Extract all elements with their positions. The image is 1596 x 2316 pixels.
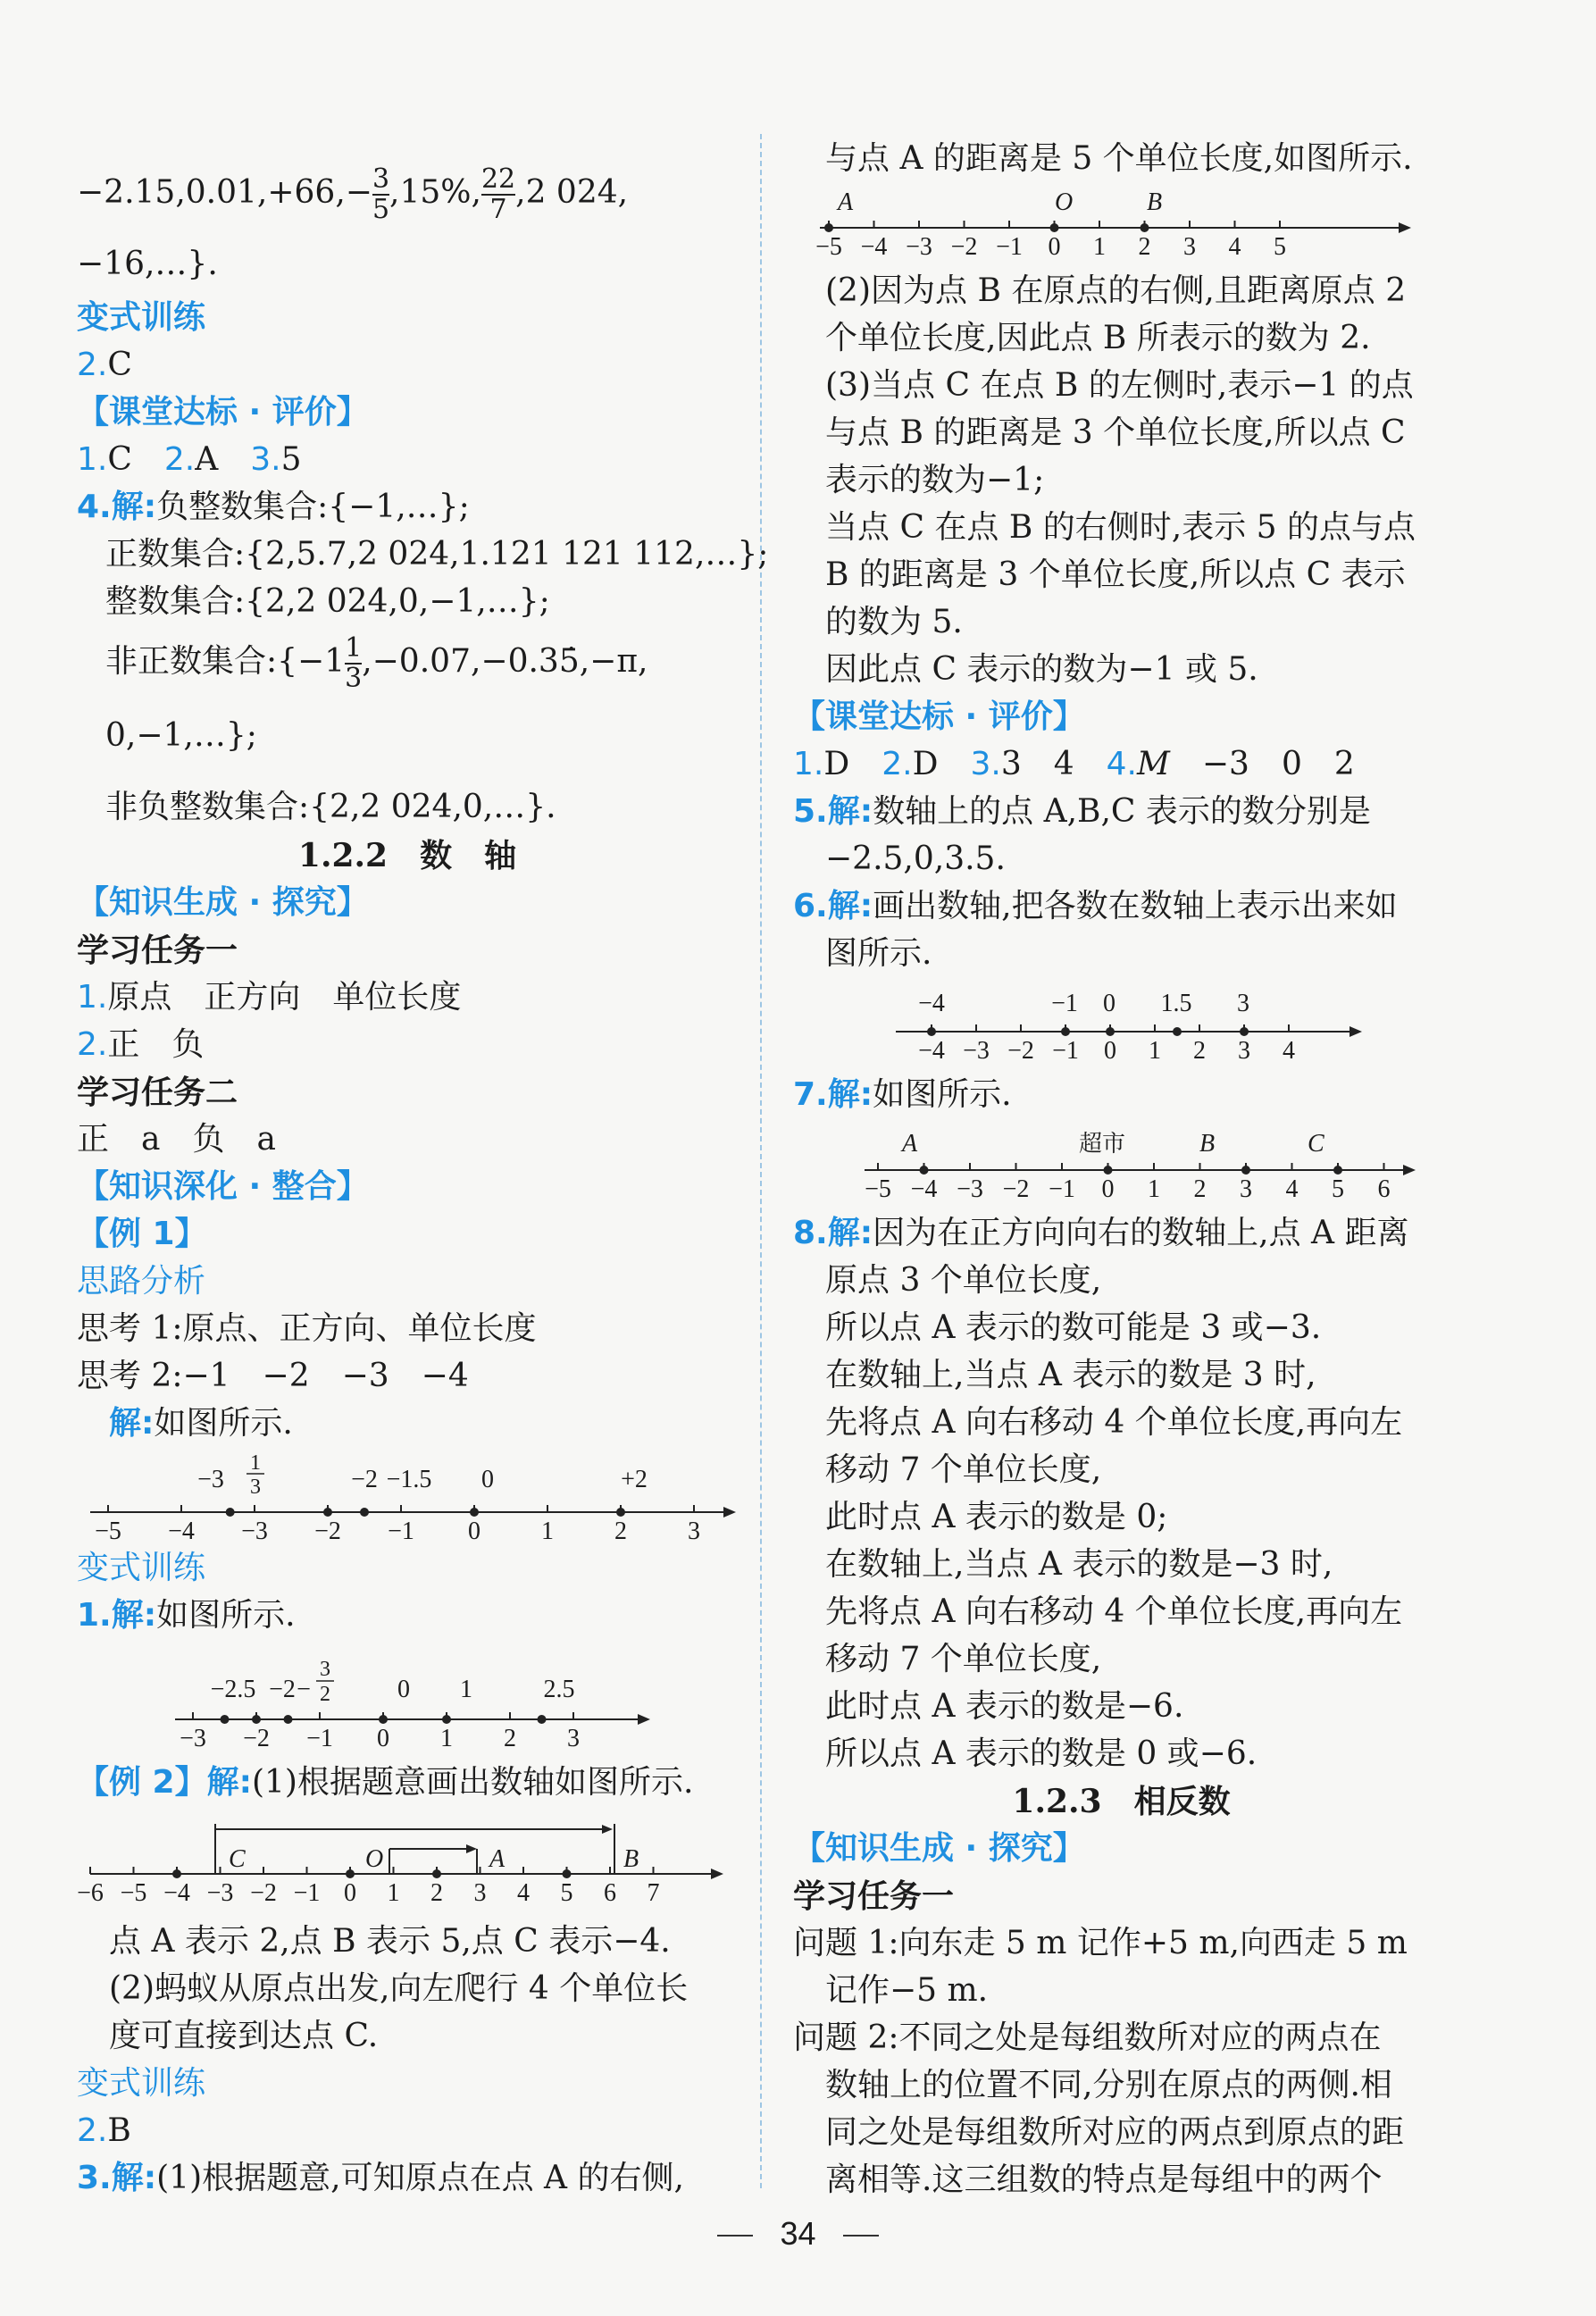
bianshi3-heading: 变式训练 xyxy=(77,2065,206,2102)
column-divider xyxy=(760,134,762,2188)
ex1-solution: 解:如图所示. xyxy=(109,1405,293,1442)
q4-line-a: 4.解:负整数集合:{−1,…}; xyxy=(77,489,470,525)
point-dot xyxy=(538,1715,547,1724)
tick-label: 4 xyxy=(1283,1037,1295,1065)
r-line-1: 与点 A 的距离是 5 个单位长度,如图所示. xyxy=(825,140,1413,177)
point-dot xyxy=(432,1869,441,1878)
r-line-5: 与点 B 的距离是 3 个单位长度,所以点 C xyxy=(825,414,1406,451)
tick-label: −2 xyxy=(250,1879,277,1907)
b1-label-e: 1 xyxy=(460,1676,472,1703)
point-dot xyxy=(172,1869,181,1878)
tick-label: 0 xyxy=(468,1518,480,1545)
tick-label: −3 xyxy=(957,1175,983,1203)
tick-label: −4 xyxy=(163,1879,190,1907)
silu-heading: 思路分析 xyxy=(77,1263,206,1300)
page-number: 34 xyxy=(0,2215,1596,2253)
q8-line-j: 移动 7 个单位长度, xyxy=(825,1641,1102,1677)
q8-line-a: 8.解:因为在正方向向右的数轴上,点 A 距离 xyxy=(793,1215,1409,1251)
q7-line: 7.解:如图所示. xyxy=(793,1076,1012,1113)
tick-label: 4 xyxy=(1228,233,1241,261)
svg-text:3: 3 xyxy=(320,1658,330,1681)
task1-item1: 1.原点 正方向 单位长度 xyxy=(77,979,462,1016)
q6-label-e: 3 xyxy=(1237,990,1249,1017)
task1-item2: 2.正 负 xyxy=(77,1026,205,1063)
svg-text:1: 1 xyxy=(250,1451,261,1475)
set-line-1: −2.15,0.01,+66,− $\frac{3}{5}$ ,15%, $\frac{22}{7}$ ,2 024, xyxy=(77,163,629,225)
tick-label: 1 xyxy=(440,1725,453,1752)
tick-label: −1 xyxy=(1052,1037,1079,1065)
ex1-label-c: −1.5 xyxy=(386,1466,432,1493)
tick-label: −6 xyxy=(77,1879,104,1907)
point-dot xyxy=(1240,1027,1249,1036)
w2-line-c: 同之处是每组数所对应的两点到原点的距 xyxy=(825,2114,1405,2151)
q8-line-b: 原点 3 个单位长度, xyxy=(825,1262,1102,1299)
task2-heading: 学习任务二 xyxy=(77,1074,238,1111)
tick-label: 0 xyxy=(1101,1175,1115,1203)
q5-line-a: 5.解:数轴上的点 A,B,C 表示的数分别是 xyxy=(793,793,1371,830)
q8-line-i: 先将点 A 向右移动 4 个单位长度,再向左 xyxy=(825,1593,1403,1630)
section-title-122: 1.2.2 数 轴 xyxy=(297,837,517,874)
task2-answer: 正 a 负 a xyxy=(77,1121,276,1158)
sikao1: 思考 1:原点、正方向、单位长度 xyxy=(77,1310,537,1347)
tick-label: −3 xyxy=(963,1037,990,1065)
tick-label: −5 xyxy=(95,1518,121,1545)
q8-line-c: 所以点 A 表示的数可能是 3 或−3. xyxy=(825,1309,1322,1346)
tick-label: 2 xyxy=(430,1879,443,1907)
ex2-line-c: (2)蚂蚁从原点出发,向左爬行 4 个单位长 xyxy=(109,1970,689,2007)
tick-label: 1 xyxy=(1149,1037,1161,1065)
tick-label: 2 xyxy=(1193,1037,1206,1065)
tick-label: −1 xyxy=(293,1879,321,1907)
point-dot xyxy=(284,1715,293,1724)
q6-label-d: 1.5 xyxy=(1160,990,1192,1017)
tick-label: −1 xyxy=(388,1518,414,1545)
point-dot xyxy=(1141,223,1149,232)
q4-line-e: 0,−1,…}; xyxy=(105,717,257,754)
answers-1-3: 1.C 2.A 3.5 xyxy=(77,441,302,478)
point-dot xyxy=(1050,223,1059,232)
r-ketang-heading: 【课堂达标 · 评价】 xyxy=(793,698,1085,735)
tick-label: 3 xyxy=(567,1725,580,1752)
w1-line-b: 记作−5 m. xyxy=(825,1972,989,2009)
r-line-8: B 的距离是 3 个单位长度,所以点 C 表示 xyxy=(825,556,1406,593)
shenhua-heading: 【知识深化 · 整合】 xyxy=(77,1168,369,1205)
tick-label: −3 xyxy=(906,233,932,261)
point-dot xyxy=(920,1166,929,1175)
q7-label-b: B xyxy=(1199,1130,1216,1158)
point-dot xyxy=(824,223,833,232)
tick-label: 5 xyxy=(560,1879,573,1907)
tick-label: −4 xyxy=(168,1518,195,1545)
tick-label: 5 xyxy=(1274,233,1286,261)
ex1-label-e: +2 xyxy=(621,1466,648,1493)
point-dot xyxy=(1061,1027,1070,1036)
point-dot xyxy=(221,1715,230,1724)
r-line-4: (3)当点 C 在点 B 的左侧时,表示−1 的点 xyxy=(825,367,1414,404)
point-dot xyxy=(927,1027,936,1036)
q6-number-line xyxy=(896,982,1378,1072)
tick-label: −3 xyxy=(180,1725,206,1752)
svg-text:3: 3 xyxy=(250,1476,261,1499)
example1-heading: 【例 1】 xyxy=(77,1216,207,1252)
point-dot xyxy=(252,1715,261,1724)
tick-label: 1 xyxy=(1093,233,1106,261)
b1-label-b: −2 xyxy=(269,1676,296,1703)
tick-label: 4 xyxy=(1285,1175,1299,1203)
point-dot xyxy=(470,1508,479,1517)
tick-label: 0 xyxy=(1048,233,1061,261)
ex2-label-c: C xyxy=(229,1845,246,1873)
tick-label: 3 xyxy=(473,1879,487,1907)
r-line-9: 的数为 5. xyxy=(825,604,963,640)
r-line-6: 表示的数为−1; xyxy=(825,462,1045,498)
q7-label-a: A xyxy=(902,1130,918,1158)
ex1-label-a: −3 xyxy=(197,1466,224,1493)
tick-label: −1 xyxy=(1049,1175,1075,1203)
ex2-number-line xyxy=(77,1813,738,1916)
q7-number-line xyxy=(865,1121,1400,1210)
r-line-7: 当点 C 在点 B 的右侧时,表示 5 的点与点 xyxy=(825,509,1416,546)
tick-label: 3 xyxy=(688,1518,700,1545)
tick-label: 0 xyxy=(377,1725,389,1752)
w1-line-a: 问题 1:向东走 5 m 记作+5 m,向西走 5 m xyxy=(793,1925,1408,1961)
rt-label-a: A xyxy=(838,188,854,216)
ex2-line-d: 度可直接到达点 C. xyxy=(109,2018,379,2054)
r-line-2: (2)因为点 B 在原点的右侧,且距离原点 2 xyxy=(825,272,1407,309)
q6-line-b: 图所示. xyxy=(825,935,932,972)
task1-heading: 学习任务一 xyxy=(77,932,238,969)
point-dot xyxy=(1106,1027,1115,1036)
point-dot xyxy=(1104,1166,1113,1175)
r-line-3: 个单位长度,因此点 B 所表示的数为 2. xyxy=(825,320,1371,356)
zhishi-heading: 【知识生成 · 探究】 xyxy=(77,884,369,921)
tick-label: −4 xyxy=(918,1037,945,1065)
point-dot xyxy=(1333,1166,1342,1175)
tick-label: −2 xyxy=(314,1518,341,1545)
tick-label: 6 xyxy=(604,1879,616,1907)
b1-label-f: 2.5 xyxy=(543,1676,575,1703)
point-dot xyxy=(379,1715,388,1724)
tick-label: −3 xyxy=(206,1879,234,1907)
tick-label: 6 xyxy=(1377,1175,1391,1203)
ex1-label-d: 0 xyxy=(481,1466,494,1493)
b1-label-d: 0 xyxy=(397,1676,410,1703)
tick-label: 3 xyxy=(1238,1037,1250,1065)
bianshi2-heading: 变式训练 xyxy=(77,1550,206,1586)
tick-label: −5 xyxy=(815,233,842,261)
q4-line-d: 非正数集合:{−1 $\frac{1}{3}$ ,−0.07,−0.35̇,−π, xyxy=(105,632,648,694)
q8-line-d: 在数轴上,当点 A 表示的数是 3 时, xyxy=(825,1357,1316,1393)
right-top-number-line xyxy=(815,183,1463,263)
point-dot xyxy=(323,1508,332,1517)
q4-line-b: 正数集合:{2,5.7,2 024,1.121 121 112,…}; xyxy=(105,536,769,573)
section-title-123: 1.2.3 相反数 xyxy=(1012,1783,1231,1820)
tick-label: 4 xyxy=(517,1879,530,1907)
tick-label: 1 xyxy=(541,1518,554,1545)
ex2-line-b: 点 A 表示 2,点 B 表示 5,点 C 表示−4. xyxy=(109,1923,671,1960)
ex1-label-b: −2 xyxy=(351,1466,378,1493)
w2-line-a: 问题 2:不同之处是每组数所对应的两点在 xyxy=(793,2019,1382,2056)
tick-label: −2 xyxy=(1002,1175,1030,1203)
q6-label-a: −4 xyxy=(918,990,945,1017)
q4-label: 4.解: xyxy=(77,489,157,525)
tick-label: −5 xyxy=(120,1879,147,1907)
point-dot xyxy=(360,1508,369,1517)
q5-line-b: −2.5,0,3.5. xyxy=(825,840,1006,877)
point-dot xyxy=(1173,1027,1182,1036)
point-dot xyxy=(616,1508,625,1517)
tick-label: −2 xyxy=(950,233,978,261)
q6-label-c: 0 xyxy=(1103,990,1116,1017)
tick-label: 2 xyxy=(1138,233,1151,261)
tick-label: 0 xyxy=(1104,1037,1116,1065)
ketang-heading: 【课堂达标 · 评价】 xyxy=(77,394,369,431)
tick-label: 2 xyxy=(504,1725,516,1752)
tick-label: −1 xyxy=(996,233,1023,261)
rt-label-o: O xyxy=(1055,188,1074,216)
tick-label: −2 xyxy=(1007,1037,1034,1065)
answer-2c: 2.C xyxy=(77,347,132,383)
svg-text:−: − xyxy=(297,1676,311,1703)
q7-label-c: C xyxy=(1308,1130,1324,1158)
q7-label-market: 超市 xyxy=(1079,1131,1126,1158)
answer-2b: 2.B xyxy=(77,2112,131,2149)
r-zhishi-heading: 【知识生成 · 探究】 xyxy=(793,1830,1085,1867)
tick-label: 3 xyxy=(1183,233,1196,261)
tick-label: −4 xyxy=(860,233,888,261)
w2-line-b: 数轴上的位置不同,分别在原点的两侧.相 xyxy=(825,2067,1392,2103)
b1-label-a: −2.5 xyxy=(210,1676,256,1703)
point-dot xyxy=(226,1508,235,1517)
q4-line-f: 非负整数集合:{2,2 024,0,…}. xyxy=(105,789,556,825)
q8-line-g: 此时点 A 表示的数是 0; xyxy=(825,1499,1168,1535)
ex2-label-o: O xyxy=(365,1845,384,1873)
q8-line-f: 移动 7 个单位长度, xyxy=(825,1451,1102,1488)
tick-label: 3 xyxy=(1240,1175,1252,1203)
r-task1-heading: 学习任务一 xyxy=(793,1877,955,1915)
bianshi-heading: 变式训练 xyxy=(77,299,206,336)
tick-label: −3 xyxy=(241,1518,268,1545)
point-dot xyxy=(442,1715,451,1724)
tick-label: 1 xyxy=(1148,1175,1160,1203)
set-line-2: −16,…}. xyxy=(77,246,218,282)
rt-label-b: B xyxy=(1147,188,1163,216)
sikao2: 思考 2:−1 −2 −3 −4 xyxy=(77,1358,469,1394)
ex2-label-a: A xyxy=(489,1845,506,1873)
tick-label: 2 xyxy=(1193,1175,1207,1203)
q8-line-l: 所以点 A 表示的数是 0 或−6. xyxy=(825,1735,1258,1772)
tick-label: −2 xyxy=(243,1725,270,1752)
tick-label: 0 xyxy=(344,1879,356,1907)
ex2-line-a: 【例 2】解:(1)根据题意画出数轴如图所示. xyxy=(77,1764,694,1801)
q6-label-b: −1 xyxy=(1051,990,1078,1017)
q3-line: 3.解:(1)根据题意,可知原点在点 A 的右侧, xyxy=(77,2160,684,2196)
ex2-label-b: B xyxy=(623,1845,639,1873)
tick-label: −4 xyxy=(910,1175,938,1203)
point-dot xyxy=(1241,1166,1250,1175)
ex1-number-line xyxy=(77,1451,738,1550)
tick-label: 5 xyxy=(1332,1175,1344,1203)
tick-label: 7 xyxy=(647,1879,660,1907)
q8-line-k: 此时点 A 表示的数是−6. xyxy=(825,1688,1184,1725)
r-answers-1-4: 1.D 2.D 3.3 4 4.M −3 0 2 xyxy=(793,746,1355,782)
r-line-10: 因此点 C 表示的数为−1 或 5. xyxy=(825,651,1258,688)
point-dot xyxy=(563,1869,572,1878)
tick-label: −1 xyxy=(306,1725,333,1752)
b1-number-line xyxy=(77,1643,738,1760)
q8-line-h: 在数轴上,当点 A 表示的数是−3 时, xyxy=(825,1546,1333,1583)
q6-line-a: 6.解:画出数轴,把各数在数轴上表示出来如 xyxy=(793,888,1398,924)
w2-line-d: 离相等.这三组数的特点是每组中的两个 xyxy=(825,2161,1383,2198)
tick-label: 2 xyxy=(614,1518,627,1545)
b1-solution: 1.解:如图所示. xyxy=(77,1597,296,1634)
tick-label: −5 xyxy=(865,1175,891,1203)
svg-text:2: 2 xyxy=(320,1683,330,1706)
q8-line-e: 先将点 A 向右移动 4 个单位长度,再向左 xyxy=(825,1404,1403,1441)
q4-line-c: 整数集合:{2,2 024,0,−1,…}; xyxy=(105,583,550,620)
point-dot xyxy=(346,1869,355,1878)
tick-label: 1 xyxy=(387,1879,400,1907)
